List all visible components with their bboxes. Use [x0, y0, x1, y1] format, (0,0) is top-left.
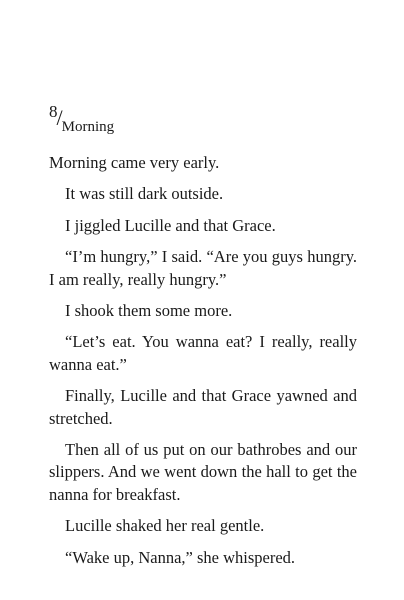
paragraph: I shook them some more. — [65, 301, 233, 321]
paragraph: Then all of us put on our bathrobes and our slippers. And we went down the hall to get the nanna for breakfast. — [49, 440, 357, 504]
paragraph: “Let’s eat. You wanna eat? I really, really wanna eat.” — [49, 332, 357, 374]
paragraph: Morning came very early. — [49, 153, 220, 172]
chapter-number: 8 — [49, 102, 58, 121]
chapter-heading — [49, 102, 115, 135]
paragraph: “Wake up, Nanna,” she whispered. — [65, 547, 296, 567]
paragraph: It was still dark outside. — [65, 184, 224, 204]
paragraph: “I’m hungry,” I said. “Are you guys hungry. I am really, really hungry.” — [49, 247, 357, 289]
chapter-body — [49, 152, 357, 578]
paragraph: I jiggled Lucille and that Grace. — [65, 215, 276, 235]
chapter-title: Morning — [61, 119, 115, 135]
paragraph: Finally, Lucille and that Grace yawned and stretched. — [49, 386, 357, 428]
chapter-slash: / — [56, 105, 63, 130]
paragraph: Lucille shaked her real gentle. — [65, 516, 265, 536]
